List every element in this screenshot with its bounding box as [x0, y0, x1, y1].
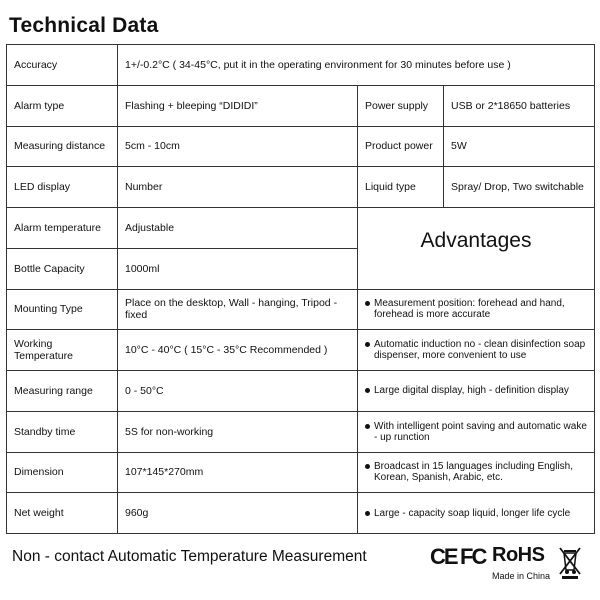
page-title: Technical Data: [9, 14, 159, 37]
spec-label: Power supply: [358, 85, 444, 126]
table-row: [7, 167, 595, 208]
spec-value: Number: [118, 167, 358, 208]
table-row: [7, 208, 595, 249]
footer-caption: Non - contact Automatic Temperature Measurement: [12, 548, 367, 565]
spec-label: Bottle Capacity: [7, 248, 118, 289]
spec-value: Flashing + bleeping “DIDIDI”: [118, 85, 358, 126]
made-in-label: Made in China: [492, 571, 551, 581]
advantage-item: Broadcast in 15 languages including English, Korean, Spanish, Arabic, etc.: [358, 452, 595, 493]
spec-label: Measuring range: [7, 371, 118, 412]
advantage-item: Measurement position: forehead and hand, forehead is more accurate: [358, 289, 595, 330]
table-row: [7, 85, 595, 126]
fc-mark-icon: FC: [460, 544, 486, 569]
ce-mark-icon: CE: [430, 544, 457, 569]
spec-value: USB or 2*18650 batteries: [444, 85, 595, 126]
spec-label: Dimension: [7, 452, 118, 493]
advantage-item: Automatic induction no - clean disinfection soap dispenser, more convenient to use: [358, 330, 595, 371]
spec-label: Measuring distance: [7, 126, 118, 167]
spec-label: Net weight: [7, 493, 118, 534]
spec-label: Accuracy: [7, 45, 118, 86]
spec-value: 10°C - 40°C ( 15°C - 35°C Recommended ): [118, 330, 358, 371]
advantage-item: Large - capacity soap liquid, longer life cycle: [358, 493, 595, 534]
spec-label: Mounting Type: [7, 289, 118, 330]
spec-label: Standby time: [7, 411, 118, 452]
spec-value: 5S for non-working: [118, 411, 358, 452]
spec-value: Place on the desktop, Wall - hanging, Tripod - fixed: [118, 289, 358, 330]
spec-label: Liquid type: [358, 167, 444, 208]
table-row: [7, 45, 595, 86]
table-row: [7, 289, 595, 330]
table-row: [7, 411, 595, 452]
bullet-icon: [365, 511, 370, 516]
table-row: [7, 452, 595, 493]
spec-value: 0 - 50°C: [118, 371, 358, 412]
spec-value: Adjustable: [118, 208, 358, 249]
spec-label: LED display: [7, 167, 118, 208]
bullet-icon: [365, 388, 370, 393]
advantage-item: With intelligent point saving and automatic wake - up runction: [358, 411, 595, 452]
advantages-heading: Advantages: [358, 208, 595, 290]
spec-label: Alarm temperature: [7, 208, 118, 249]
spec-value: 5cm - 10cm: [118, 126, 358, 167]
table-row: [7, 493, 595, 534]
spec-value: 5W: [444, 126, 595, 167]
advantage-item: Large digital display, high - definition display: [358, 371, 595, 412]
spec-value: Spray/ Drop, Two switchable: [444, 167, 595, 208]
weee-bin-icon: [558, 544, 582, 580]
spec-value: 1+/-0.2°C ( 34-45°C, put it in the operating environment for 30 minutes before use ): [118, 45, 595, 86]
spec-label: Product power: [358, 126, 444, 167]
bullet-icon: [365, 301, 370, 306]
rohs-mark-icon: RoHS: [492, 544, 545, 566]
bullet-icon: [365, 342, 370, 347]
spec-value: 1000ml: [118, 248, 358, 289]
technical-data-table: [6, 44, 595, 534]
table-row: [7, 330, 595, 371]
bullet-icon: [365, 424, 370, 429]
spec-value: 107*145*270mm: [118, 452, 358, 493]
spec-value: 960g: [118, 493, 358, 534]
certification-marks: [430, 542, 590, 590]
spec-label: Working Temperature: [7, 330, 118, 371]
table-row: [7, 126, 595, 167]
table-row: [7, 371, 595, 412]
spec-label: Alarm type: [7, 85, 118, 126]
bullet-icon: [365, 464, 370, 469]
